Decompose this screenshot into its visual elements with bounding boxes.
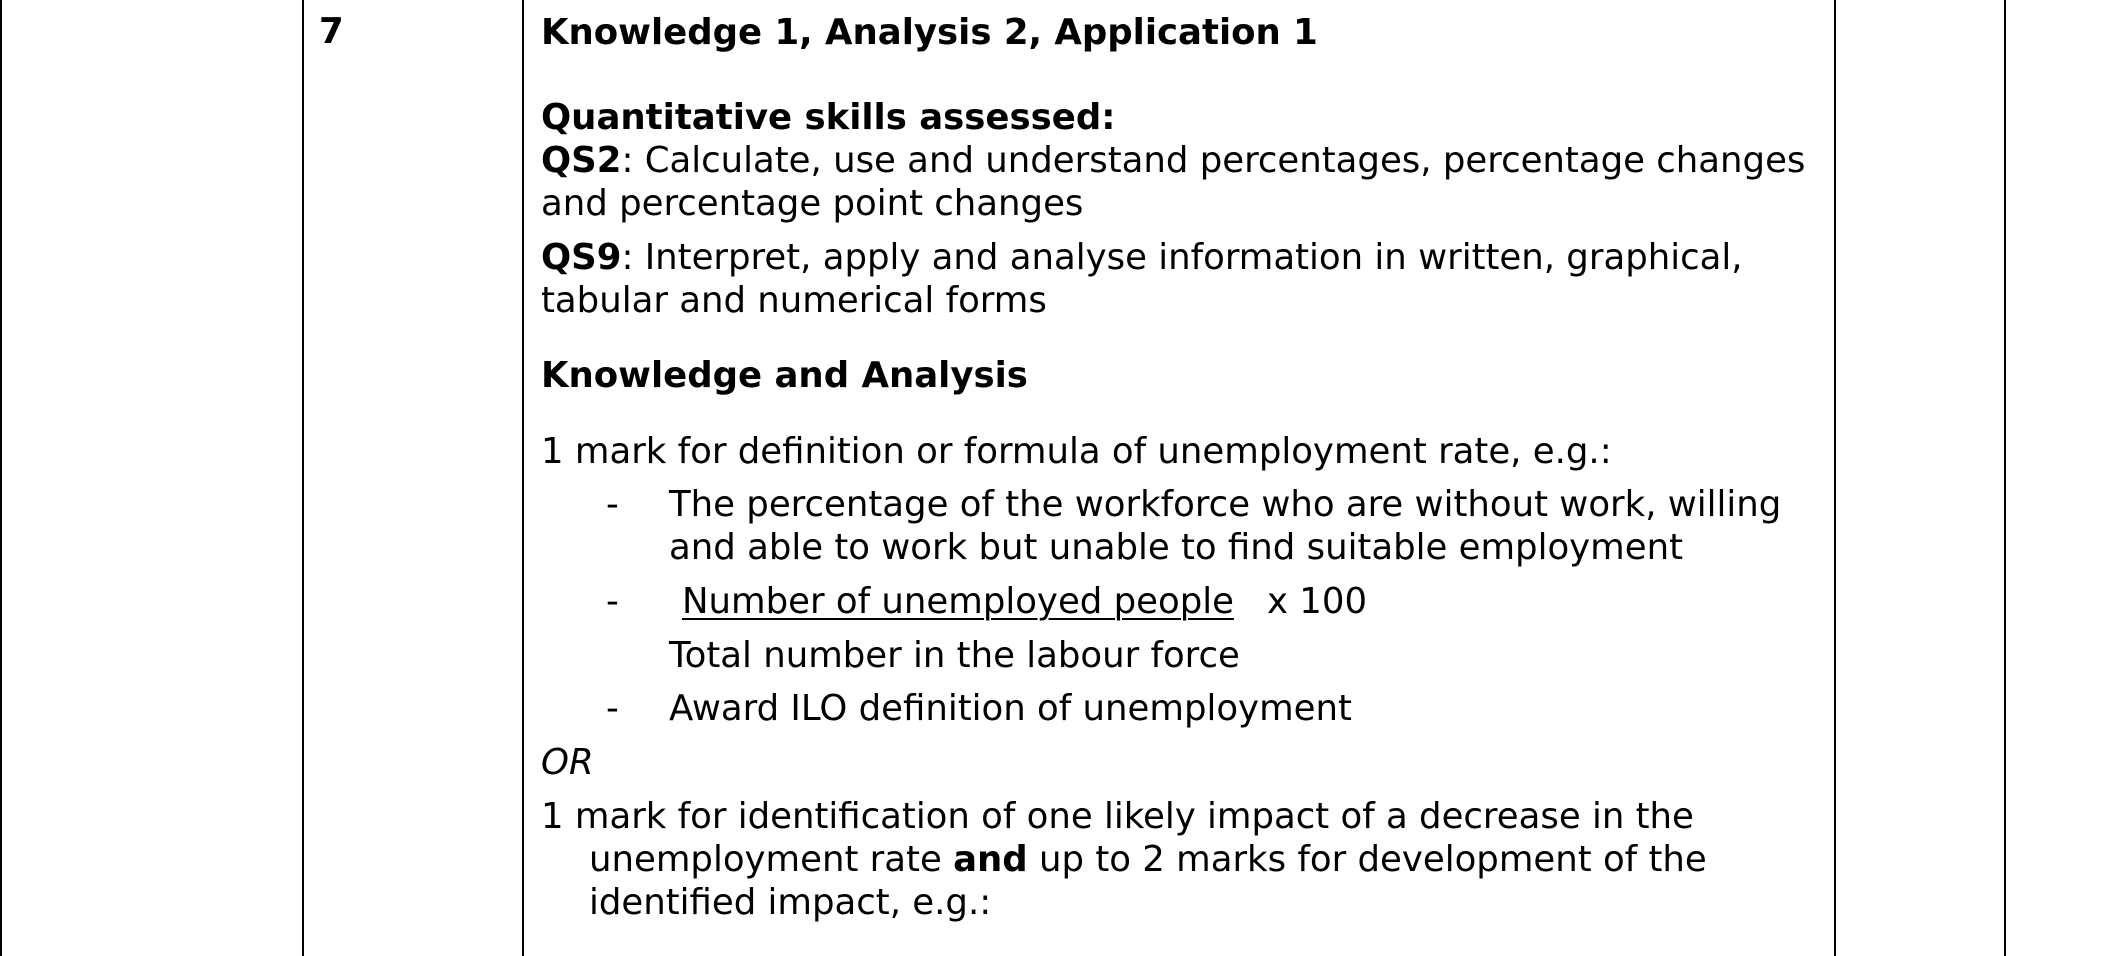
formula-numerator: Number of unemployed people	[682, 581, 1234, 622]
impact-and-emphasis: and	[953, 839, 1028, 880]
question-number: 7	[319, 11, 344, 52]
qs2-code: QS2	[541, 140, 622, 181]
qs9-code: QS9	[541, 237, 622, 278]
formula-denominator: Total number in the labour force	[669, 635, 1240, 676]
impact-line-2	[589, 838, 1707, 881]
qs2-line-1	[541, 139, 1805, 182]
or-separator: OR	[541, 742, 594, 783]
table-column-divider-3	[1834, 0, 1836, 956]
bullet-dash-2: -	[606, 581, 619, 622]
qs2-text: : Calculate, use and understand percentages, percentage changes	[621, 140, 1806, 181]
qs2-line-2: and percentage point changes	[541, 183, 1084, 224]
assessment-objectives-header: Knowledge 1, Analysis 2, Application 1	[541, 12, 1318, 53]
bullet-item-3: Award ILO definition of unemployment	[669, 688, 1352, 729]
bullet-item-1-line-2: and able to work but unable to find suitable employment	[669, 527, 1684, 568]
qs9-text: : Interpret, apply and analyse information in written, graphical,	[621, 237, 1743, 278]
impact-line-1: 1 mark for identification of one likely impact of a decrease in the	[541, 796, 1694, 837]
mark-definition-line: 1 mark for definition or formula of unemployment rate, e.g.:	[541, 431, 1612, 472]
bullet-dash-3: -	[606, 688, 619, 729]
qs9-line-2: tabular and numerical forms	[541, 280, 1047, 321]
qs9-line-1	[541, 236, 1743, 279]
table-border-left	[0, 0, 2, 956]
bullet-dash-1: -	[606, 484, 619, 525]
quantitative-skills-heading: Quantitative skills assessed:	[541, 97, 1116, 138]
impact-line-2-before: unemployment rate	[589, 839, 954, 880]
table-column-divider-2	[522, 0, 524, 956]
bullet-item-1-line-1: The percentage of the workforce who are without work, willing	[669, 484, 1782, 525]
table-column-divider-4	[2004, 0, 2006, 956]
impact-line-2-after: up to 2 marks for development of the	[1027, 839, 1707, 880]
knowledge-analysis-heading: Knowledge and Analysis	[541, 355, 1028, 396]
table-column-divider-1	[302, 0, 304, 956]
formula-multiplier: x 100	[1267, 581, 1368, 622]
impact-line-3: identified impact, e.g.:	[589, 882, 992, 923]
